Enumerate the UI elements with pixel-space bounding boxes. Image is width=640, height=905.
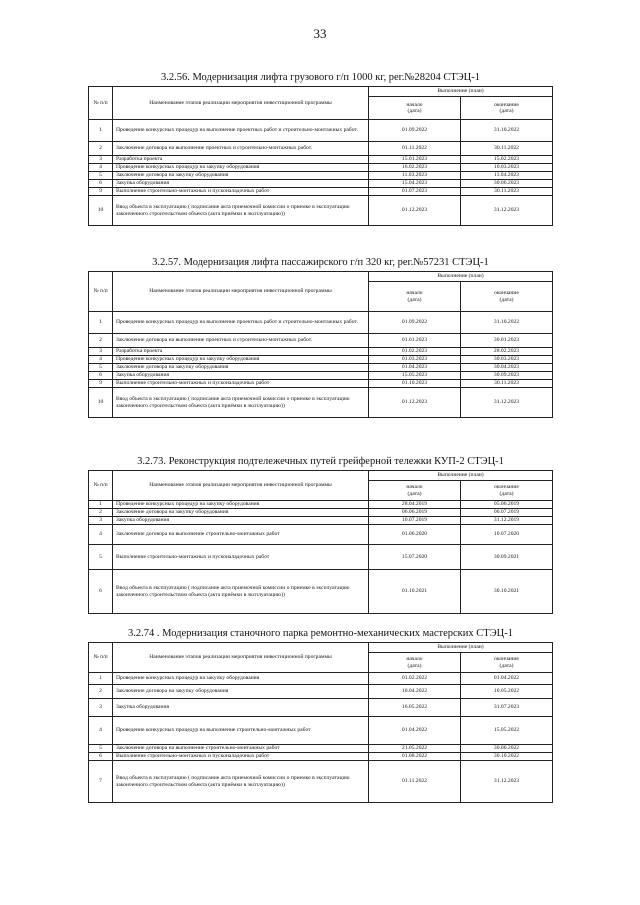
- stage-name: Ввод объекта в эксплуатацию ( подписание акта приемочной комиссии о приемке в эксплуатацию законченного строительством объекта (акта приёмки в эксплуатацию)): [113, 761, 369, 803]
- col-end-header: [461, 282, 553, 312]
- col-execution-header: Выполнение (план): [369, 272, 553, 282]
- header-row: [89, 471, 553, 481]
- stage-name: Заключение договора на закупку оборудования: [113, 685, 369, 699]
- date-cell: 06.07.2019: [461, 509, 553, 517]
- stage-name: Проведение конкурсных процедур на закупку оборудования: [113, 501, 369, 509]
- date-cell: 01.02.2022: [369, 673, 461, 685]
- date-cell: 01.07.2023: [369, 188, 461, 196]
- header-row: [89, 643, 553, 653]
- table-row: [89, 356, 553, 364]
- table-row: [89, 545, 553, 570]
- date-cell: 01.04.2022: [461, 673, 553, 685]
- table-row: [89, 509, 553, 517]
- table-row: [89, 761, 553, 803]
- stage-name: Закупка оборудования: [113, 699, 369, 717]
- row-number: 1: [89, 673, 113, 685]
- row-number: 4: [89, 356, 113, 364]
- stage-name: Выполнение строительно-монтажных и пусконаладочных работ: [113, 753, 369, 761]
- stage-name: Проведение конкурсных процедур на выполнение проектных работ и строительно-монтажных работ.: [113, 312, 369, 334]
- date-cell: 30.01.2023: [461, 334, 553, 348]
- date-cell: 10.05.2022: [461, 685, 553, 699]
- table-row: [89, 364, 553, 372]
- row-number: 6: [89, 372, 113, 380]
- header-label: (дата): [407, 490, 422, 497]
- row-number: 7: [89, 761, 113, 803]
- header-label: (дата): [407, 662, 422, 669]
- stage-name: Проведение конкурсных процедур на закупку оборудования: [113, 356, 369, 364]
- date-cell: 06.06.2019: [369, 509, 461, 517]
- header-label: окончание: [494, 484, 519, 491]
- stage-name: Закупка оборудования: [113, 372, 369, 380]
- col-end-header: [461, 481, 553, 501]
- stage-name: Разработка проекта: [113, 156, 369, 164]
- row-number: 9: [89, 188, 113, 196]
- table-row: [89, 348, 553, 356]
- stage-name: Заключение договора на выполнение строительно-монтажных работ: [113, 745, 369, 753]
- col-execution-header: Выполнение (план): [369, 87, 553, 97]
- date-cell: 31.12.2019: [461, 517, 553, 525]
- header-label: начало: [406, 484, 423, 491]
- page-number: 33: [313, 26, 327, 41]
- table-row: [89, 120, 553, 142]
- table-row: [89, 501, 553, 509]
- date-cell: 30.06.2023: [461, 180, 553, 188]
- col-end-header: [461, 97, 553, 120]
- header-label: (дата): [407, 108, 422, 114]
- date-cell: 16.02.2023: [369, 164, 461, 172]
- date-cell: 01.12.2023: [369, 388, 461, 418]
- header-label: окончание: [494, 656, 519, 663]
- row-number: 1: [89, 312, 113, 334]
- stage-name: Заключение договора на выполнение проектных и строительно-монтажных работ.: [113, 334, 369, 348]
- row-number: 2: [89, 509, 113, 517]
- row-number: 2: [89, 685, 113, 699]
- date-cell: 21.05.2022: [369, 745, 461, 753]
- stage-name: Выполнение строительно-монтажных и пусконаладочных работ: [113, 188, 369, 196]
- date-cell: 31.07.2023: [461, 699, 553, 717]
- col-start-header: [369, 481, 461, 501]
- row-number: 2: [89, 142, 113, 156]
- date-cell: 01.12.2023: [369, 196, 461, 226]
- date-cell: 10.03.2023: [461, 164, 553, 172]
- date-cell: 31.12.2023: [461, 761, 553, 803]
- header-label: (дата): [499, 296, 514, 303]
- date-cell: 30.03.2023: [461, 356, 553, 364]
- table-row: [89, 172, 553, 180]
- row-number: 9: [89, 380, 113, 388]
- stage-name: Проведение конкурсных процедур на выполнение строительно-монтажных работ: [113, 717, 369, 745]
- section-title: 3.2.57. Модернизация лифта пассажирского г/п 320 кг, рег.№57231 СТЭЦ-1: [152, 257, 489, 268]
- date-cell: 05.06.2019: [461, 501, 553, 509]
- row-number: 6: [89, 753, 113, 761]
- col-stage-header: Наименование этапов реализации мероприятия инвестиционной программы: [113, 87, 369, 120]
- date-cell: 01.08.2022: [369, 753, 461, 761]
- header-row: [89, 87, 553, 97]
- row-number: 6: [89, 570, 113, 614]
- col-end-header: [461, 653, 553, 673]
- table-row: [89, 180, 553, 188]
- stage-name: Выполнение строительно-монтажных и пусконаладочных работ: [113, 380, 369, 388]
- stage-name: Заключение договора на закупку оборудования: [113, 364, 369, 372]
- date-cell: 15.05.2023: [369, 372, 461, 380]
- table-row: [89, 142, 553, 156]
- date-cell: 01.04.2022: [369, 717, 461, 745]
- date-cell: 11.03.2023: [369, 172, 461, 180]
- header-label: (дата): [499, 662, 514, 669]
- date-cell: 15.01.2023: [369, 156, 461, 164]
- date-cell: 15.05.2022: [461, 717, 553, 745]
- row-number: 4: [89, 164, 113, 172]
- date-cell: 28.04.2019: [369, 501, 461, 509]
- table-row: [89, 196, 553, 226]
- date-cell: 10.07.2020: [461, 525, 553, 545]
- col-num-header: № п/п: [89, 87, 113, 120]
- table-row: [89, 372, 553, 380]
- col-start-header: [369, 282, 461, 312]
- schedule-table: [88, 642, 553, 803]
- row-number: 4: [89, 525, 113, 545]
- date-cell: 16.05.2022: [369, 699, 461, 717]
- col-execution-header: Выполнение (план): [369, 643, 553, 653]
- stage-name: Проведение конкурсных процедур на выполнение проектных работ и строительно-монтажных работ.: [113, 120, 369, 142]
- date-cell: 01.04.2023: [369, 364, 461, 372]
- table-row: [89, 753, 553, 761]
- date-cell: 01.02.2023: [369, 348, 461, 356]
- row-number: 10: [89, 196, 113, 226]
- row-number: 2: [89, 334, 113, 348]
- header-label: окончание: [494, 290, 519, 297]
- date-cell: 01.01.2023: [369, 334, 461, 348]
- table-row: [89, 717, 553, 745]
- header-label: окончание: [494, 101, 519, 108]
- section-3-2-74: [88, 628, 553, 803]
- col-start-header: [369, 653, 461, 673]
- table-row: [89, 517, 553, 525]
- row-number: 6: [89, 180, 113, 188]
- col-num-header: № п/п: [89, 643, 113, 673]
- section-title: 3.2.74 . Модернизация станочного парка ремонтно-механических мастерских СТЭЦ-1: [128, 628, 513, 639]
- stage-name: Заключение договора на выполнение проектных и строительно-монтажных работ.: [113, 142, 369, 156]
- stage-name: Заключение договора на закупку оборудования: [113, 509, 369, 517]
- section-title: 3.2.56. Модернизация лифта грузового г/п 1000 кг, рег.№28204 СТЭЦ-1: [160, 72, 481, 83]
- table-row: [89, 380, 553, 388]
- col-num-header: № п/п: [89, 471, 113, 501]
- section-3-2-73: [88, 456, 553, 614]
- date-cell: 01.03.2023: [369, 356, 461, 364]
- row-number: 3: [89, 156, 113, 164]
- schedule-table: [88, 86, 553, 226]
- table-row: [89, 570, 553, 614]
- row-number: 10: [89, 388, 113, 418]
- stage-name: Ввод объекта в эксплуатацию ( подписание акта приемочной комиссии о приемке в эксплуатацию законченного строительством объекта (акта приёмки в эксплуатацию)): [113, 196, 369, 226]
- date-cell: 01.10.2023: [369, 380, 461, 388]
- date-cell: 31.12.2023: [461, 196, 553, 226]
- table-row: [89, 685, 553, 699]
- header-label: (дата): [499, 490, 514, 497]
- table-row: [89, 525, 553, 545]
- date-cell: 11.04.2023: [461, 172, 553, 180]
- table-row: [89, 156, 553, 164]
- date-cell: 30.09.2021: [461, 545, 553, 570]
- row-number: 5: [89, 545, 113, 570]
- date-cell: 15.04.2023: [369, 180, 461, 188]
- row-number: 1: [89, 501, 113, 509]
- date-cell: 01.09.2022: [369, 312, 461, 334]
- header-label: начало: [406, 656, 423, 663]
- stage-name: Выполнение строительно-монтажных и пусконаладочных работ: [113, 545, 369, 570]
- header-label: начало: [406, 290, 423, 297]
- row-number: 5: [89, 172, 113, 180]
- header-row: [89, 272, 553, 282]
- date-cell: 01.06.2020: [369, 525, 461, 545]
- date-cell: 30.09.2023: [461, 372, 553, 380]
- date-cell: 30.10.2022: [461, 753, 553, 761]
- section-title: 3.2.73. Реконструкция подтележечных путей грейферной тележки КУП-2 СТЭЦ-1: [137, 456, 504, 467]
- date-cell: 01.11.2022: [369, 142, 461, 156]
- col-stage-header: Наименование этапов реализации мероприятия инвестиционной программы: [113, 272, 369, 312]
- table-row: [89, 334, 553, 348]
- schedule-table: [88, 271, 553, 418]
- col-start-header: [369, 97, 461, 120]
- date-cell: 01.11.2022: [369, 761, 461, 803]
- schedule-table: [88, 470, 553, 614]
- date-cell: 28.02.2023: [461, 348, 553, 356]
- stage-name: Закупка оборудования: [113, 517, 369, 525]
- date-cell: 15.07.2020: [369, 545, 461, 570]
- col-stage-header: Наименование этапов реализации мероприятия инвестиционной программы: [113, 471, 369, 501]
- table-row: [89, 699, 553, 717]
- stage-name: Ввод объекта в эксплуатацию ( подписание акта приемочной комиссии о приемке в эксплуатацию законченного строительством объекта (акта приёмки в эксплуатацию)): [113, 388, 369, 418]
- stage-name: Разработка проекта: [113, 348, 369, 356]
- date-cell: 31.10.2022: [461, 312, 553, 334]
- row-number: 3: [89, 699, 113, 717]
- section-3-2-56: [88, 72, 553, 226]
- row-number: 3: [89, 348, 113, 356]
- row-number: 5: [89, 364, 113, 372]
- row-number: 1: [89, 120, 113, 142]
- col-num-header: № п/п: [89, 272, 113, 312]
- date-cell: 30.04.2023: [461, 364, 553, 372]
- col-stage-header: Наименование этапов реализации мероприятия инвестиционной программы: [113, 643, 369, 673]
- table-row: [89, 388, 553, 418]
- table-row: [89, 164, 553, 172]
- stage-name: Закупка оборудования: [113, 180, 369, 188]
- date-cell: 31.10.2022: [461, 120, 553, 142]
- table-row: [89, 745, 553, 753]
- date-cell: 30.11.2023: [461, 188, 553, 196]
- stage-name: Заключение договора на закупку оборудования: [113, 172, 369, 180]
- row-number: 5: [89, 745, 113, 753]
- col-execution-header: Выполнение (план): [369, 471, 553, 481]
- date-cell: 15.02.2023: [461, 156, 553, 164]
- section-3-2-57: [88, 257, 553, 418]
- table-row: [89, 188, 553, 196]
- date-cell: 01.10.2021: [369, 570, 461, 614]
- date-cell: 30.11.2023: [461, 380, 553, 388]
- date-cell: 30.11.2022: [461, 142, 553, 156]
- date-cell: 30.06.2022: [461, 745, 553, 753]
- header-label: начало: [406, 101, 423, 108]
- date-cell: 31.12.2023: [461, 388, 553, 418]
- header-label: (дата): [499, 108, 514, 114]
- stage-name: Проведение конкурсных процедур на закупку оборудования: [113, 673, 369, 685]
- header-label: (дата): [407, 296, 422, 303]
- stage-name: Проведение конкурсных процедур на закупку оборудования: [113, 164, 369, 172]
- stage-name: Заключение договора на выполнение строительно-монтажных работ: [113, 525, 369, 545]
- stage-name: Ввод объекта в эксплуатацию ( подписание акта приемочной комиссии о приемке в эксплуатацию законченного строительством объекта (акта приёмки в эксплуатацию)): [113, 570, 369, 614]
- table-row: [89, 673, 553, 685]
- row-number: 4: [89, 717, 113, 745]
- date-cell: 01.09.2022: [369, 120, 461, 142]
- date-cell: 30.10.2021: [461, 570, 553, 614]
- date-cell: 10.04.2022: [369, 685, 461, 699]
- row-number: 3: [89, 517, 113, 525]
- table-row: [89, 312, 553, 334]
- date-cell: 10.07.2019: [369, 517, 461, 525]
